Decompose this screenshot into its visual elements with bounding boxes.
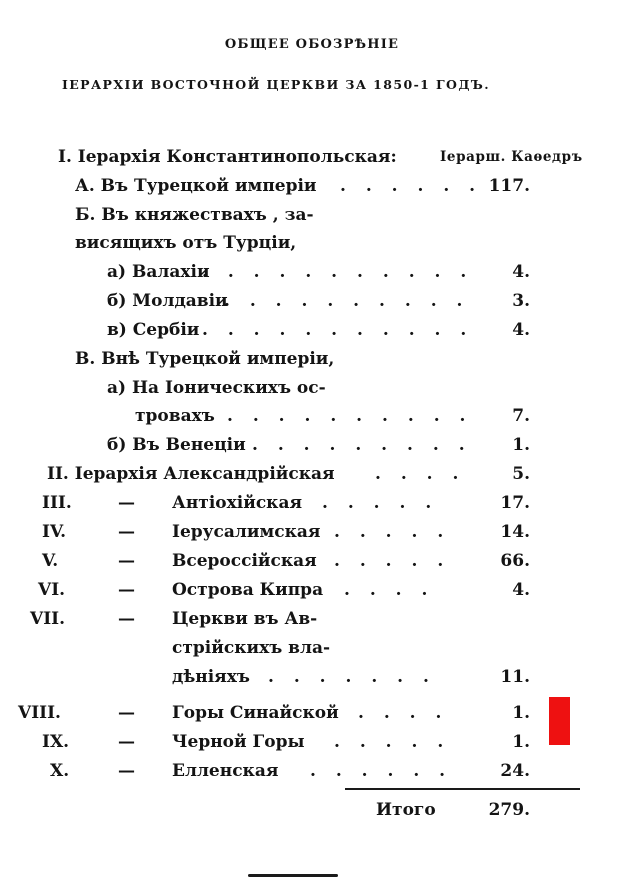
- row-label: б) Въ Венеціи: [107, 435, 246, 455]
- row-label: в) Сербіи: [107, 320, 200, 340]
- column-header: Іерарш. Каѳедръ: [440, 149, 583, 165]
- table-row: [0, 434, 624, 458]
- leader-dots: . . . . . . . . . . .: [202, 262, 474, 282]
- ornament-rule: [248, 874, 338, 877]
- row-value: 3.: [512, 291, 530, 311]
- table-row: [0, 348, 624, 372]
- row-value: 117.: [488, 176, 530, 196]
- section-1-row: [0, 146, 624, 170]
- leader-dots: . . . . . . . . .: [252, 435, 472, 455]
- table-row: [0, 702, 624, 726]
- ditto-dash: —: [118, 551, 135, 571]
- ditto-dash: —: [118, 609, 135, 629]
- row-value: 4.: [512, 262, 530, 282]
- row-label: а) На Іоническихъ ос-: [107, 378, 326, 398]
- row-value: 1.: [512, 732, 530, 752]
- total-label: Итого: [376, 800, 436, 820]
- total-row: [0, 799, 624, 823]
- row-numeral: V.: [42, 551, 59, 571]
- row-label: В. Внѣ Турецкой имперіи,: [75, 349, 335, 369]
- leader-dots: . . . . . .: [310, 761, 453, 781]
- row-numeral: X.: [50, 761, 70, 781]
- leader-dots: . . . . .: [322, 493, 439, 513]
- row-label: Всероссійская: [172, 551, 317, 571]
- title-line-2: ІЕРАРХІИ ВОСТОЧНОЙ ЦЕРКВИ ЗА 1850-1 ГОДЪ.: [62, 77, 490, 92]
- ditto-dash: —: [118, 493, 135, 513]
- leader-dots: . . . . . .: [340, 176, 483, 196]
- table-row: [0, 550, 624, 574]
- row-label: Церкви въ Ав-: [172, 609, 318, 629]
- leader-dots: . . . .: [344, 580, 435, 600]
- row-label: дѣніяхъ: [172, 667, 250, 687]
- table-row: [0, 377, 624, 401]
- row-label: Горы Синайской: [172, 703, 339, 723]
- row-value: 4.: [512, 580, 530, 600]
- leader-dots: . . . . . . . . . . .: [202, 320, 474, 340]
- table-row: [0, 175, 624, 199]
- row-value: 17.: [500, 493, 530, 513]
- row-label: Іерусалимская: [172, 522, 321, 542]
- row-value: 24.: [500, 761, 530, 781]
- ditto-dash: —: [118, 580, 135, 600]
- row-numeral: III.: [42, 493, 72, 513]
- row-label: стрійскихъ вла-: [172, 638, 331, 658]
- table-row: [0, 579, 624, 603]
- table-row: [0, 521, 624, 545]
- table-row: [0, 760, 624, 784]
- row-value: 66.: [500, 551, 530, 571]
- table-row: [0, 232, 624, 256]
- row-label: Антіохійская: [172, 493, 303, 513]
- table-row: [0, 637, 624, 661]
- ditto-dash: —: [118, 732, 135, 752]
- row-label: Черной Горы: [172, 732, 305, 752]
- row-value: 7.: [512, 406, 530, 426]
- row-label: А. Въ Турецкой имперіи: [75, 176, 317, 196]
- title-line-1: ОБЩЕЕ ОБОЗРѢНІЕ: [224, 37, 400, 52]
- leader-dots: . . . .: [375, 464, 466, 484]
- row-label: висящихъ отъ Турціи,: [75, 233, 297, 253]
- leader-dots: . . . .: [358, 703, 449, 723]
- row-value: 14.: [500, 522, 530, 542]
- table-row: [0, 731, 624, 755]
- row-numeral: VII.: [30, 609, 66, 629]
- leader-dots: . . . . .: [334, 732, 451, 752]
- leader-dots: . . . . . . . . . .: [224, 291, 470, 311]
- leader-dots: . . . . . . . . . .: [227, 406, 473, 426]
- table-row: [0, 492, 624, 516]
- row-value: 4.: [512, 320, 530, 340]
- row-numeral: VI.: [38, 580, 66, 600]
- row-numeral: IX.: [42, 732, 70, 752]
- ditto-dash: —: [118, 761, 135, 781]
- highlight-marker: [549, 697, 570, 745]
- row-label: б) Молдавіи: [107, 291, 228, 311]
- row-label: Острова Кипра: [172, 580, 324, 600]
- row-value: 11.: [500, 667, 530, 687]
- total-rule: [345, 788, 580, 790]
- table-row: [0, 290, 624, 314]
- table-row: [0, 608, 624, 632]
- row-label: Елленская: [172, 761, 279, 781]
- table-row: [0, 405, 624, 429]
- row-label: II. Іерархія Александрійская: [47, 464, 335, 484]
- leader-dots: . . . . . . .: [268, 667, 436, 687]
- table-row: [0, 666, 624, 690]
- row-label: тровахъ: [135, 406, 215, 426]
- table-row: [0, 204, 624, 228]
- row-numeral: VIII.: [18, 703, 61, 723]
- leader-dots: . . . . .: [334, 551, 451, 571]
- row-label: Б. Въ княжествахъ , за-: [75, 205, 314, 225]
- row-value: 1.: [512, 703, 530, 723]
- row-value: 1.: [512, 435, 530, 455]
- row-numeral: IV.: [42, 522, 67, 542]
- table-row: [0, 319, 624, 343]
- ditto-dash: —: [118, 703, 135, 723]
- ditto-dash: —: [118, 522, 135, 542]
- row-value: 5.: [512, 464, 530, 484]
- table-row: [0, 463, 624, 487]
- row-label: а) Валахіи: [107, 262, 210, 282]
- total-value: 279.: [488, 800, 530, 820]
- leader-dots: . . . . .: [334, 522, 451, 542]
- table-row: [0, 261, 624, 285]
- section-1-label: I. Іерархія Константинопольская:: [58, 147, 397, 167]
